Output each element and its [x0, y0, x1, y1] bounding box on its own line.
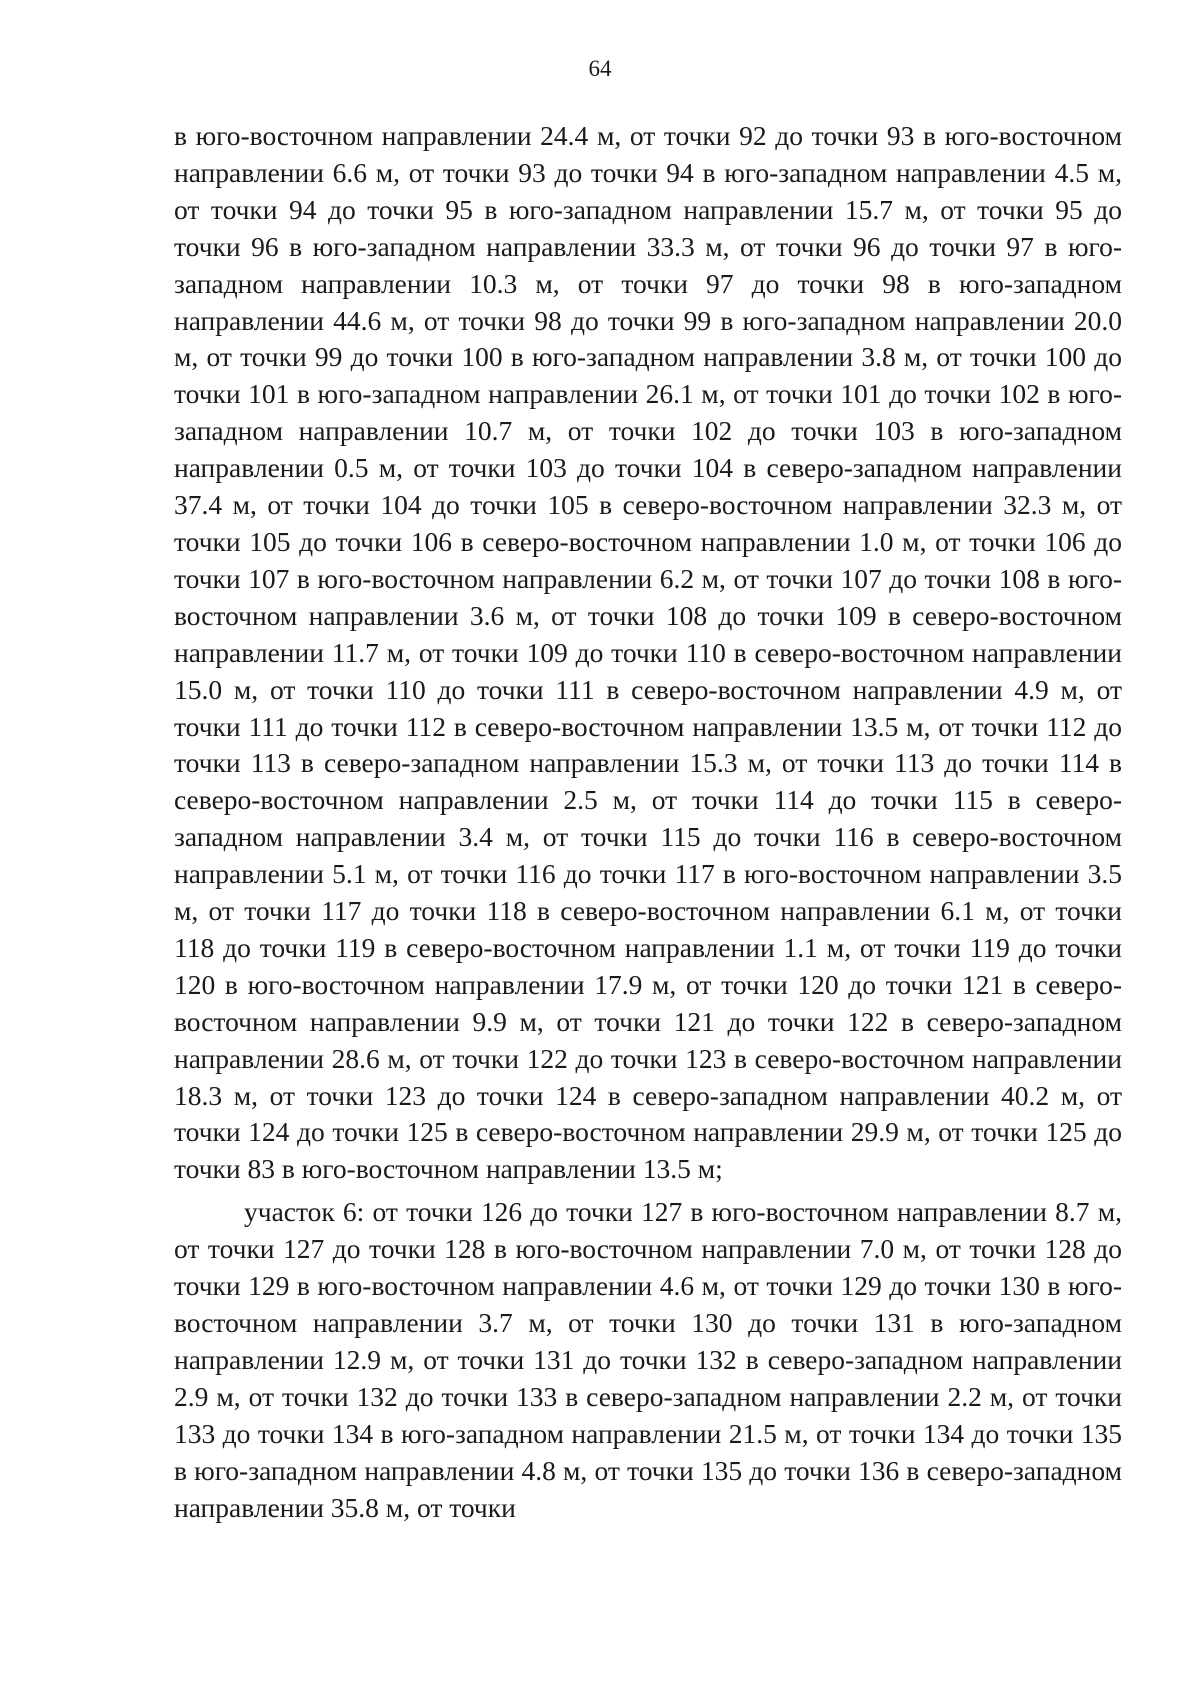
paragraph-plot-6: участок 6: от точки 126 до точки 127 в юго-восточном направлении 8.7 м, от точки 127 до точки 128 в юго-восточном направлении 7.0 м, от точки 128 до точки 129 в юго-восточном направлении 4.6 м, от точки 129 до точки 130 в юго-восточном направлении 3.7 м, от точки 130 до точки 131 в юго-западном направлении 12.9 м, от точки 131 до точки 132 в северо-западном направлении 2.9 м, от точки 132 до точки 133 в северо-западном направлении 2.2 м, от точки 133 до точки 134 в юго-западном направлении 21.5 м, от точки 134 до точки 135 в юго-западном направлении 4.8 м, от точки 135 до точки 136 в северо-западном направлении 35.8 м, от точки — [174, 1196, 1122, 1523]
page-number: 64 — [588, 56, 612, 81]
document-body — [174, 118, 1122, 1526]
paragraph-boundary-description: в юго-восточном направлении 24.4 м, от точки 92 до точки 93 в юго-восточном направлении 6.6 м, от точки 93 до точки 94 в юго-западном направлении 4.5 м, от точки 94 до точки 95 в юго-западном направлении 15.7 м, от точки 95 до точки 96 в юго-западном направлении 33.3 м, от точки 96 до точки 97 в юго-западном направлении 10.3 м, от точки 97 до точки 98 в юго-западном направлении 44.6 м, от точки 98 до точки 99 в юго-западном направлении 20.0 м, от точки 99 до точки 100 в юго-западном направлении 3.8 м, от точки 100 до точки 101 в юго-западном направлении 26.1 м, от точки 101 до точки 102 в юго-западном направлении 10.7 м, от точки 102 до точки 103 в юго-западном направлении 0.5 м, от точки 103 до точки 104 в северо-западном направлении 37.4 м, от точки 104 до точки 105 в северо-восточном направлении 32.3 м, от точки 105 до точки 106 в северо-восточном направлении 1.0 м, от точки 106 до точки 107 в юго-восточном направлении 6.2 м, от точки 107 до точки 108 в юго-восточном направлении 3.6 м, от точки 108 до точки 109 в северо-восточном направлении 11.7 м, от точки 109 до точки 110 в северо-восточном направлении 15.0 м, от точки 110 до точки 111 в северо-восточном направлении 4.9 м, от точки 111 до точки 112 в северо-восточном направлении 13.5 м, от точки 112 до точки 113 в северо-западном направлении 15.3 м, от точки 113 до точки 114 в северо-восточном направлении 2.5 м, от точки 114 до точки 115 в северо-западном направлении 3.4 м, от точки 115 до точки 116 в северо-восточном направлении 5.1 м, от точки 116 до точки 117 в юго-восточном направлении 3.5 м, от точки 117 до точки 118 в северо-восточном направлении 6.1 м, от точки 118 до точки 119 в северо-восточном направлении 1.1 м, от точки 119 до точки 120 в юго-восточном направлении 17.9 м, от точки 120 до точки 121 в северо-восточном направлении 9.9 м, от точки 121 до точки 122 в северо-западном направлении 28.6 м, от точки 122 до точки 123 в северо-восточном направлении 18.3 м, от точки 123 до точки 124 в северо-западном направлении 40.2 м, от точки 124 до точки 125 в северо-восточном направлении 29.9 м, от точки 125 до точки 83 в юго-восточном направлении 13.5 м; — [174, 120, 1122, 1185]
